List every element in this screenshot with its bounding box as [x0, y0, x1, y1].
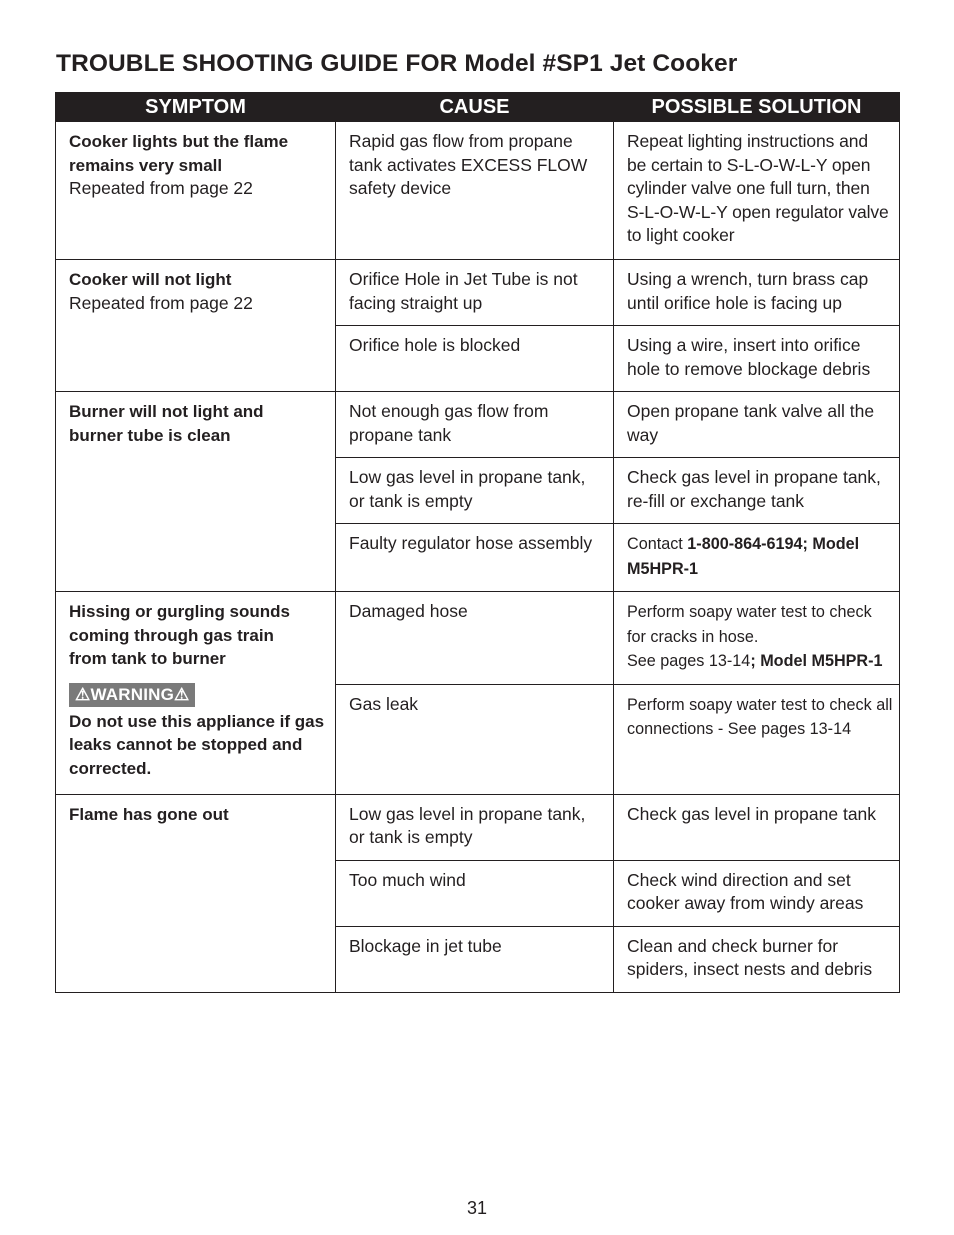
- cause-cell: Damaged hose: [336, 592, 614, 685]
- symptom-title: Hissing or gurgling sounds coming through gas train from tank to burner: [69, 602, 290, 668]
- solution-prefix: Contact: [627, 535, 688, 553]
- symptom-title: Cooker will not light: [69, 270, 232, 289]
- table-row: [56, 392, 900, 458]
- solution-see: See pages 13-14: [627, 652, 751, 670]
- symptom-title: Burner will not light and burner tube is clean: [69, 402, 264, 445]
- solution-cell: [614, 684, 900, 794]
- solution-contact: 1-800-864-6194; Model M5HPR-1: [627, 535, 860, 578]
- cause-cell: Orifice hole is blocked: [336, 326, 614, 392]
- page-number: 31: [466, 1198, 488, 1218]
- solution-cell: [614, 524, 900, 592]
- solution-cell: Using a wire, insert into orifice hole to remove blockage debris: [614, 326, 900, 392]
- cause-cell: Low gas level in propane tank, or tank is empty: [336, 458, 614, 524]
- solution-cell: Open propane tank valve all the way: [614, 392, 900, 458]
- warning-label: WARNING: [90, 684, 175, 704]
- solution-text: Perform soapy water test to check all connections - See pages 13-14: [627, 695, 893, 738]
- table-row: [56, 122, 900, 260]
- solution-cell: Using a wrench, turn brass cap until orifice hole is facing up: [614, 260, 900, 326]
- solution-text: Perform soapy water test to check for cracks in hose.: [627, 603, 872, 646]
- table-row: [56, 592, 900, 685]
- warning-text: Do not use this appliance if gas leaks cannot be stopped and corrected.: [69, 711, 325, 778]
- header-solution: POSSIBLE SOLUTION: [614, 93, 900, 122]
- header-cause: CAUSE: [336, 93, 614, 122]
- solution-cell: [614, 592, 900, 685]
- symptom-cell: [56, 794, 336, 992]
- solution-cell: Check gas level in propane tank: [614, 794, 900, 860]
- solution-model: ; Model M5HPR-1: [750, 652, 883, 670]
- cause-cell: Orifice Hole in Jet Tube is not facing straight up: [336, 260, 614, 326]
- table-header-row: [56, 93, 900, 122]
- symptom-cell: [56, 592, 336, 795]
- symptom-note: Repeated from page 22: [69, 178, 253, 198]
- symptom-title: Flame has gone out: [69, 804, 229, 824]
- cause-cell: Not enough gas flow from propane tank: [336, 392, 614, 458]
- cause-cell: Faulty regulator hose assembly: [336, 524, 614, 592]
- symptom-cell: [56, 122, 336, 260]
- cause-cell: Blockage in jet tube: [336, 926, 614, 992]
- symptom-title: Cooker lights but the flame remains very small: [69, 132, 289, 175]
- warning-icon: ⚠: [174, 684, 190, 704]
- warning-icon: ⚠: [75, 684, 91, 704]
- cause-cell: Too much wind: [336, 860, 614, 926]
- solution-cell: Check wind direction and set cooker away from windy areas: [614, 860, 900, 926]
- solution-cell: Clean and check burner for spiders, insect nests and debris: [614, 926, 900, 992]
- cause-cell: Rapid gas flow from propane tank activates EXCESS FLOW safety device: [336, 122, 614, 260]
- table-row: [56, 794, 900, 860]
- warning-badge: [69, 683, 195, 707]
- symptom-note: Repeated from page 22: [69, 292, 253, 313]
- page-title: TROUBLE SHOOTING GUIDE FOR Model #SP1 Jet Cooker: [56, 50, 738, 77]
- cause-cell: Low gas level in propane tank, or tank is empty: [336, 794, 614, 860]
- table-row: [56, 260, 900, 326]
- solution-cell: Repeat lighting instructions and be certain to S-L-O-W-L-Y open cylinder valve one full turn, then S-L-O-W-L-Y open regulator valve to light cooker: [614, 122, 900, 260]
- symptom-cell: [56, 392, 336, 592]
- troubleshooting-table: [55, 92, 900, 993]
- cause-cell: Gas leak: [336, 684, 614, 794]
- solution-cell: Check gas level in propane tank, re-fill or exchange tank: [614, 458, 900, 524]
- header-symptom: SYMPTOM: [56, 93, 336, 122]
- symptom-cell: [56, 260, 336, 392]
